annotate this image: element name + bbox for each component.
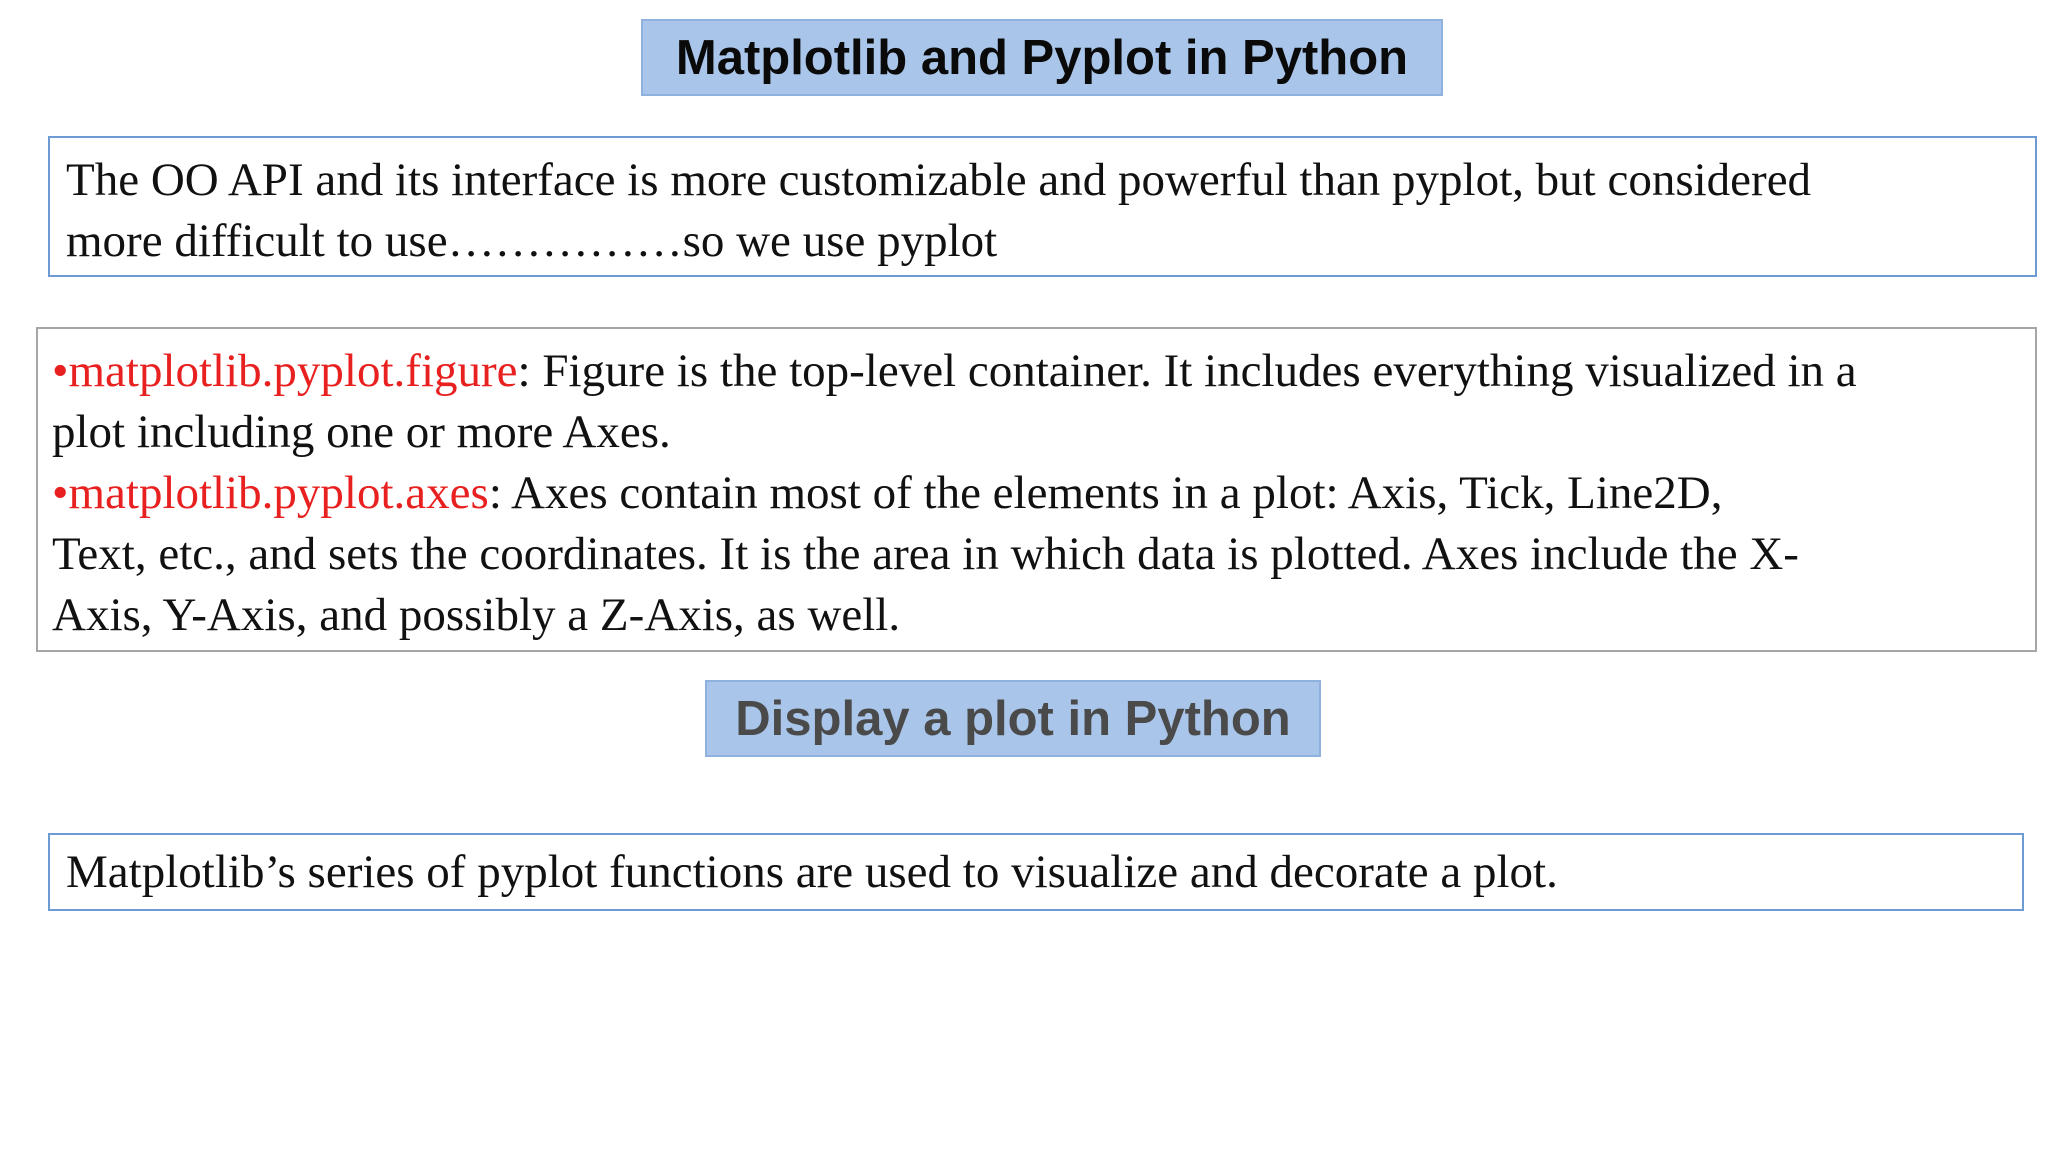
definitions-box	[36, 327, 2037, 652]
figure-definition-line-2: plot including one or more Axes.	[52, 406, 671, 458]
intro-line-1: The OO API and its interface is more customizable and powerful than pyplot, but considered	[66, 154, 1812, 206]
term-axes: matplotlib.pyplot.axes	[68, 467, 489, 519]
bullet-axes: •	[52, 467, 69, 519]
axes-definition-line-2: Text, etc., and sets the coordinates. It is the area in which data is plotted. Axes include the X-	[52, 528, 1799, 580]
axes-definition-line-3: Axis, Y-Axis, and possibly a Z-Axis, as well.	[52, 589, 901, 641]
intro-text-box	[48, 136, 2037, 277]
figure-definition-text: : Figure is the top-level container. It includes everything visualized in a	[517, 345, 1857, 397]
axes-definition-text: : Axes contain most of the elements in a plot: Axis, Tick, Line2D,	[488, 467, 1723, 519]
figure-definition-line-1	[52, 341, 2021, 402]
slide-title: Matplotlib and Pyplot in Python	[641, 19, 1443, 96]
axes-definition-line-1	[52, 463, 2021, 524]
bullet-figure: •	[52, 345, 69, 397]
term-figure: matplotlib.pyplot.figure	[68, 345, 518, 397]
plot-note-box	[48, 833, 2024, 911]
intro-line-2: more difficult to use……………so we use pyplot	[66, 215, 998, 267]
plot-note-text: Matplotlib’s series of pyplot functions are used to visualize and decorate a plot.	[66, 846, 1558, 898]
section-subtitle: Display a plot in Python	[705, 680, 1321, 757]
